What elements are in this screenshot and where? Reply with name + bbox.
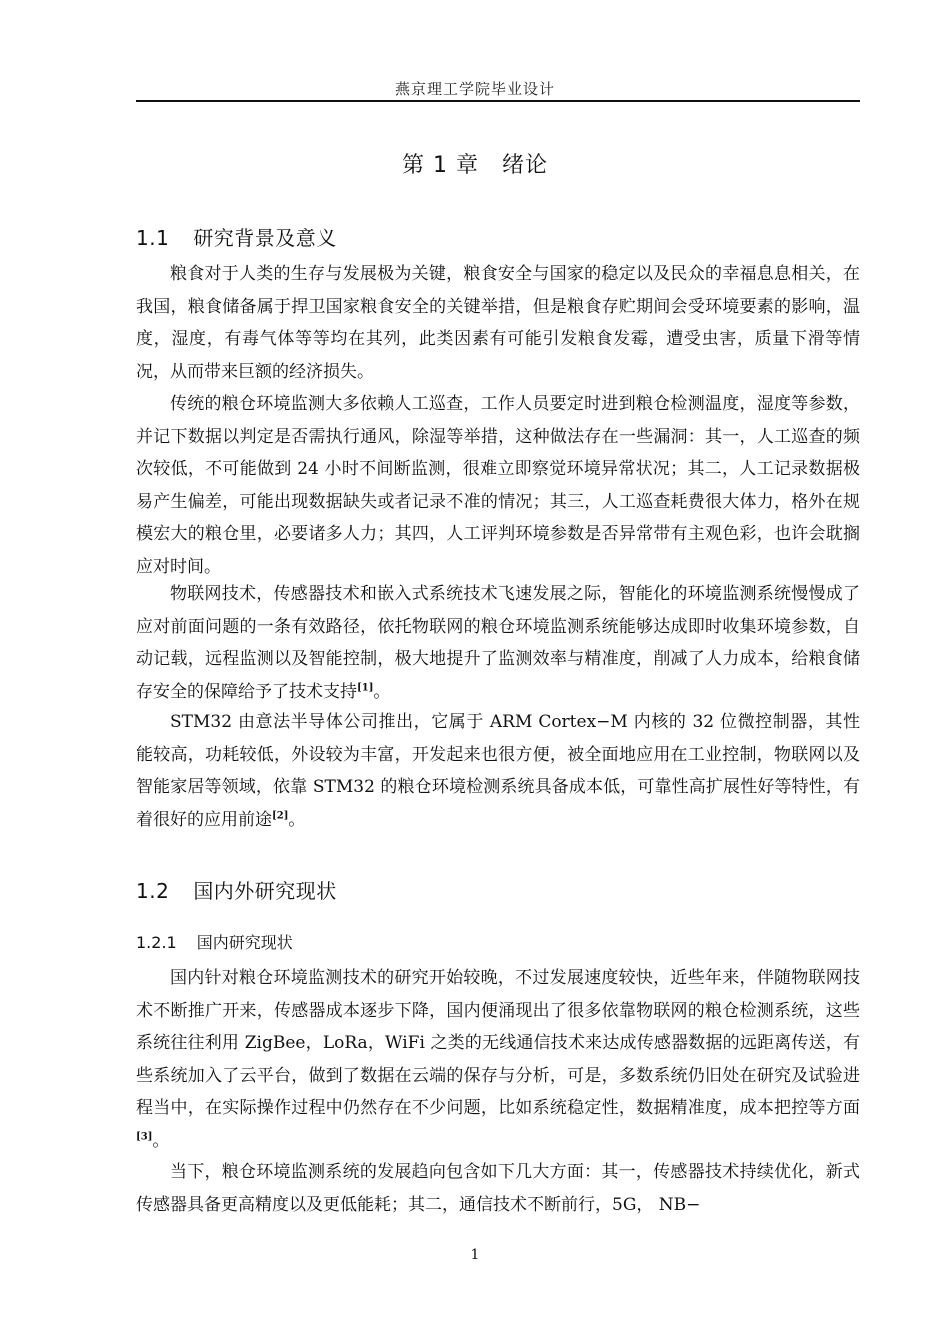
- subsection-heading-1-2-1: [136, 930, 293, 953]
- section-heading-1-2: [136, 875, 337, 904]
- section-heading-1-1: [136, 222, 337, 251]
- header-rule: [136, 100, 860, 102]
- subsection-number: 1.2.1: [136, 933, 177, 952]
- section-number: 1.1: [136, 226, 170, 250]
- header-title: 燕京理工学院毕业设计: [394, 80, 555, 98]
- subsection-title: 国内研究现状: [196, 933, 293, 952]
- section-title: 研究背景及意义: [193, 226, 337, 250]
- body-paragraph: 粮食对于人类的生存与发展极为关键，粮食安全与国家的稳定以及民众的幸福息息相关，在我国，粮食储备属于捍卫国家粮食安全的关键举措，但是粮食存贮期间会受环境要素的影响，温度，湿度，有毒气体等等均在其列，此类因素有可能引发粮食发霉，遭受虫害，质量下滑等情况，从而带来巨额的经济损失。: [136, 264, 860, 382]
- chapter-title: 第 1 章 绪论: [402, 153, 548, 178]
- page-number: 1: [470, 1247, 480, 1263]
- citation: [2]: [272, 809, 289, 821]
- body-paragraph: 当下，粮仓环境监测系统的发展趋向包含如下几大方面：其一，传感器技术持续优化，新式传感器具备更高精度以及更低能耗；其二，通信技术不断前行，5G， NB−: [136, 1162, 860, 1215]
- section-number: 1.2: [136, 879, 170, 903]
- citation: [3]: [136, 1130, 153, 1142]
- body-paragraph: 传统的粮仓环境监测大多依赖人工巡查，工作人员要定时进到粮仓检测温度，湿度等参数，并记下数据以判定是否需执行通风，除湿等举措，这种做法存在一些漏洞：其一，人工巡查的频次较低，不可能做到 24 小时不间断监测，很难立即察觉环境异常状况；其二，人工记录数据极易产生偏差，可能出现数据缺失或者记录不准的情况；其三，人工巡查耗费很大体力，格外在规模宏大的粮仓里，必要诸多人力；其四，人工评判环境参数是否异常带有主观色彩，也许会耽搁应对时间。: [136, 394, 860, 577]
- body-paragraph: 国内针对粮仓环境监测技术的研究开始较晚，不过发展速度较快，近些年来，伴随物联网技术不断推广开来，传感器成本逐步下降，国内便涌现出了很多依靠物联网的粮仓检测系统，这些系统往往利用 ZigBee，LoRa，WiFi 之类的无线通信技术来达成传感器数据的远距离传送，有些系统加入了云平台，做到了数据在云端的保存与分析，可是，多数系统仍旧处在研究及试验进程当中，在实际操作过程中仍然存在不少问题，比如系统稳定性，数据精准度，成本把控等方面[3]。: [136, 968, 860, 1151]
- citation: [1]: [357, 681, 374, 693]
- section-title: 国内外研究现状: [193, 879, 337, 903]
- body-paragraph: 物联网技术，传感器技术和嵌入式系统技术飞速发展之际，智能化的环境监测系统慢慢成了应对前面问题的一条有效路径，依托物联网的粮仓环境监测系统能够达成即时收集环境参数，自动记载，远程监测以及智能控制，极大地提升了监测效率与精准度，削减了人力成本，给粮食储存安全的保障给予了技术支持[1]。: [136, 584, 860, 702]
- body-paragraph: STM32 由意法半导体公司推出，它属于 ARM Cortex−M 内核的 32 位微控制器，其性能较高，功耗较低，外设较为丰富，开发起来也很方便，被全面地应用在工业控制，物联网以及智能家居等领域，依靠 STM32 的粮仓环境检测系统具备成本低，可靠性高扩展性好等特性，有着很好的应用前途[2]。: [136, 712, 860, 830]
